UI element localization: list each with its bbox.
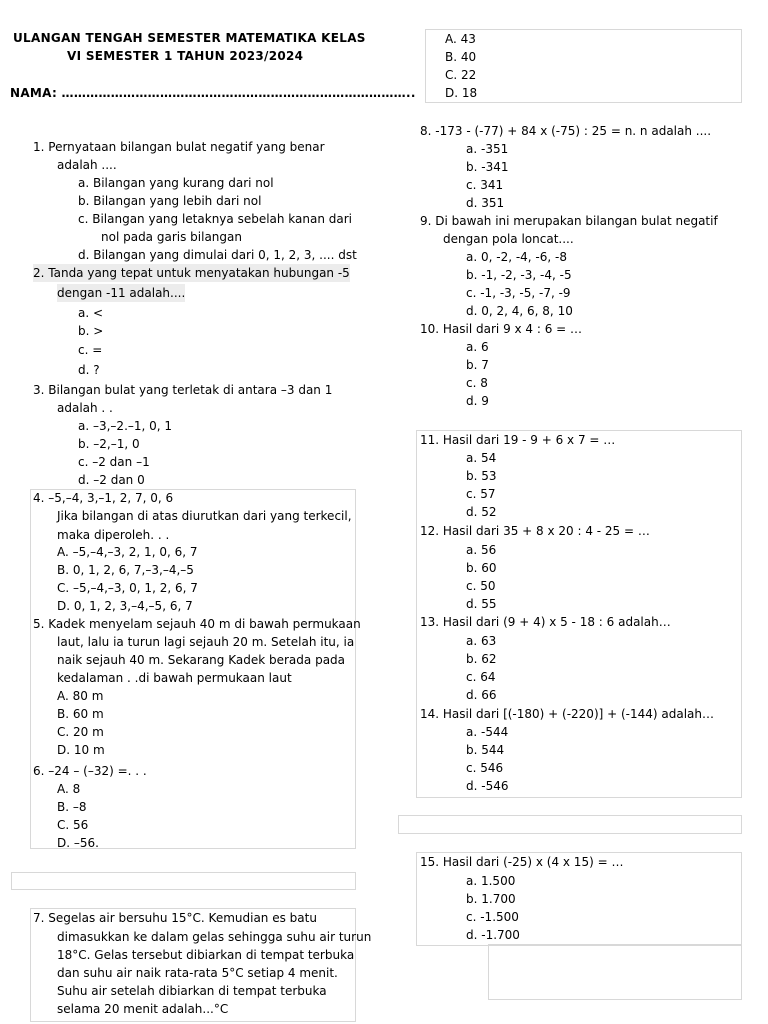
question-2-stem-cont: dengan -11 adalah.... <box>57 286 186 300</box>
question-2-option-d: d. ? <box>78 363 100 377</box>
question-5-option-d: D. 10 m <box>57 743 105 757</box>
question-14-stem: 14. Hasil dari [(-180) + (-220)] + (-144) adalah… <box>420 707 715 721</box>
question-9-option-b: b. -1, -2, -3, -4, -5 <box>466 268 572 282</box>
question-1-option-d: d. Bilangan yang dimulai dari 0, 1, 2, 3, .... dst <box>78 248 357 262</box>
name-field-label: NAMA: ………………………………………………………………………….. <box>10 86 416 100</box>
question-5-option-c: C. 20 m <box>57 725 104 739</box>
question-13-option-c: c. 64 <box>466 670 496 684</box>
question-4-stem-cont: Jika bilangan di atas diurutkan dari yang terkecil, <box>57 509 352 523</box>
question-9-option-d: d. 0, 2, 4, 6, 8, 10 <box>466 304 573 318</box>
question-12-stem: 12. Hasil dari 35 + 8 x 20 : 4 - 25 = … <box>420 524 650 538</box>
page-title: ULANGAN TENGAH SEMESTER MATEMATIKA KELAS <box>13 31 366 45</box>
question-1-option-a: a. Bilangan yang kurang dari nol <box>78 176 274 190</box>
question-15-option-d: d. -1.700 <box>466 928 520 942</box>
question-11-option-b: b. 53 <box>466 469 497 483</box>
question-8-option-b: b. -341 <box>466 160 509 174</box>
top-option-b: B. 40 <box>445 50 477 64</box>
question-1-option-c-cont: nol pada garis bilangan <box>101 230 242 244</box>
question-10-option-b: b. 7 <box>466 358 489 372</box>
question-6-option-b: B. –8 <box>57 800 87 814</box>
question-4-option-c: C. –5,–4,–3, 0, 1, 2, 6, 7 <box>57 581 198 595</box>
question-14-option-b: b. 544 <box>466 743 505 757</box>
question-8-stem: 8. -173 - (-77) + 84 x (-75) : 25 = n. n adalah .... <box>420 124 712 138</box>
question-11-option-a: a. 54 <box>466 451 497 465</box>
question-10-stem: 10. Hasil dari 9 x 4 : 6 = … <box>420 322 583 336</box>
question-3-stem: 3. Bilangan bulat yang terletak di antara –3 dan 1 <box>33 383 333 397</box>
question-7-stem-cont4: Suhu air setelah dibiarkan di tempat terbuka <box>57 984 327 998</box>
question-12-option-b: b. 60 <box>466 561 497 575</box>
question-13-option-d: d. 66 <box>466 688 497 702</box>
question-2-stem: 2. Tanda yang tepat untuk menyatakan hubungan -5 <box>33 266 350 280</box>
question-9-stem: 9. Di bawah ini merupakan bilangan bulat negatif <box>420 214 718 228</box>
top-option-c: C. 22 <box>445 68 477 82</box>
question-7-stem-cont5: selama 20 menit adalah...°C <box>57 1002 229 1016</box>
question-15-option-c: c. -1.500 <box>466 910 519 924</box>
question-1-option-c: c. Bilangan yang letaknya sebelah kanan dari <box>78 212 353 226</box>
empty-answer-box <box>488 944 742 1000</box>
question-15-option-b: b. 1.700 <box>466 892 516 906</box>
question-3-option-b: b. –2,–1, 0 <box>78 437 140 451</box>
top-option-d: D. 18 <box>445 86 478 100</box>
question-11-option-c: c. 57 <box>466 487 496 501</box>
question-3-option-d: d. –2 dan 0 <box>78 473 145 487</box>
question-2-option-a: a. < <box>78 306 104 320</box>
question-6-option-a: A. 8 <box>57 782 81 796</box>
question-9-stem-cont: dengan pola loncat.... <box>443 232 574 246</box>
question-1-option-b: b. Bilangan yang lebih dari nol <box>78 194 262 208</box>
question-3-option-a: a. –3,–2.–1, 0, 1 <box>78 419 173 433</box>
question-14-option-a: a. -544 <box>466 725 509 739</box>
question-4-stem: 4. –5,–4, 3,–1, 2, 7, 0, 6 <box>33 491 174 505</box>
question-3-option-c: c. –2 dan –1 <box>78 455 150 469</box>
page-title-line2: VI SEMESTER 1 TAHUN 2023/2024 <box>67 49 304 63</box>
question-12-option-c: c. 50 <box>466 579 496 593</box>
question-15-stem: 15. Hasil dari (-25) x (4 x 15) = … <box>420 855 624 869</box>
question-9-option-a: a. 0, -2, -4, -6, -8 <box>466 250 567 264</box>
question-14-option-c: c. 546 <box>466 761 504 775</box>
question-5-stem-cont: laut, lalu ia turun lagi sejauh 20 m. Setelah itu, ia <box>57 635 355 649</box>
empty-box-left <box>11 872 356 890</box>
question-3-stem-cont: adalah . . <box>57 401 113 415</box>
question-4-option-b: B. 0, 1, 2, 6, 7,–3,–4,–5 <box>57 563 194 577</box>
question-4-option-a: A. –5,–4,–3, 2, 1, 0, 6, 7 <box>57 545 198 559</box>
question-7-stem-cont3: dan suhu air naik rata-rata 5°C setiap 4 menit. <box>57 966 338 980</box>
question-12-option-d: d. 55 <box>466 597 497 611</box>
question-5-stem-cont3: kedalaman . .di bawah permukaan laut <box>57 671 292 685</box>
question-1-stem-cont: adalah .... <box>57 158 117 172</box>
question-11-stem: 11. Hasil dari 19 - 9 + 6 x 7 = … <box>420 433 616 447</box>
question-6-option-d: D. –56. <box>57 836 99 850</box>
question-7-stem: 7. Segelas air bersuhu 15°C. Kemudian es batu <box>33 911 317 925</box>
question-12-option-a: a. 56 <box>466 543 497 557</box>
question-13-option-a: a. 63 <box>466 634 497 648</box>
question-4-stem-cont2: maka diperoleh. . . <box>57 528 170 542</box>
question-4-option-d: D. 0, 1, 2, 3,–4,–5, 6, 7 <box>57 599 193 613</box>
question-13-stem: 13. Hasil dari (9 + 4) x 5 - 18 : 6 adalah… <box>420 615 671 629</box>
question-9-option-c: c. -1, -3, -5, -7, -9 <box>466 286 571 300</box>
question-6-stem: 6. –24 – (–32) =. . . <box>33 764 147 778</box>
question-1-stem: 1. Pernyataan bilangan bulat negatif yang benar <box>33 140 325 154</box>
question-2-option-b: b. > <box>78 324 104 338</box>
question-5-option-a: A. 80 m <box>57 689 104 703</box>
question-6-option-c: C. 56 <box>57 818 89 832</box>
question-5-option-b: B. 60 m <box>57 707 104 721</box>
question-14-option-d: d. -546 <box>466 779 509 793</box>
question-8-option-c: c. 341 <box>466 178 504 192</box>
question-11-option-d: d. 52 <box>466 505 497 519</box>
question-8-option-a: a. -351 <box>466 142 509 156</box>
question-7-stem-cont: dimasukkan ke dalam gelas sehingga suhu air turun <box>57 930 372 944</box>
question-5-stem: 5. Kadek menyelam sejauh 40 m di bawah permukaan <box>33 617 361 631</box>
question-10-option-d: d. 9 <box>466 394 489 408</box>
question-8-option-d: d. 351 <box>466 196 505 210</box>
top-option-a: A. 43 <box>445 32 476 46</box>
question-7-stem-cont2: 18°C. Gelas tersebut dibiarkan di tempat terbuka <box>57 948 355 962</box>
question-10-option-c: c. 8 <box>466 376 488 390</box>
empty-box-right <box>398 815 742 834</box>
question-10-option-a: a. 6 <box>466 340 489 354</box>
question-2-option-c: c. = <box>78 343 103 357</box>
question-13-option-b: b. 62 <box>466 652 497 666</box>
question-5-stem-cont2: naik sejauh 40 m. Sekarang Kadek berada pada <box>57 653 346 667</box>
question-15-option-a: a. 1.500 <box>466 874 516 888</box>
